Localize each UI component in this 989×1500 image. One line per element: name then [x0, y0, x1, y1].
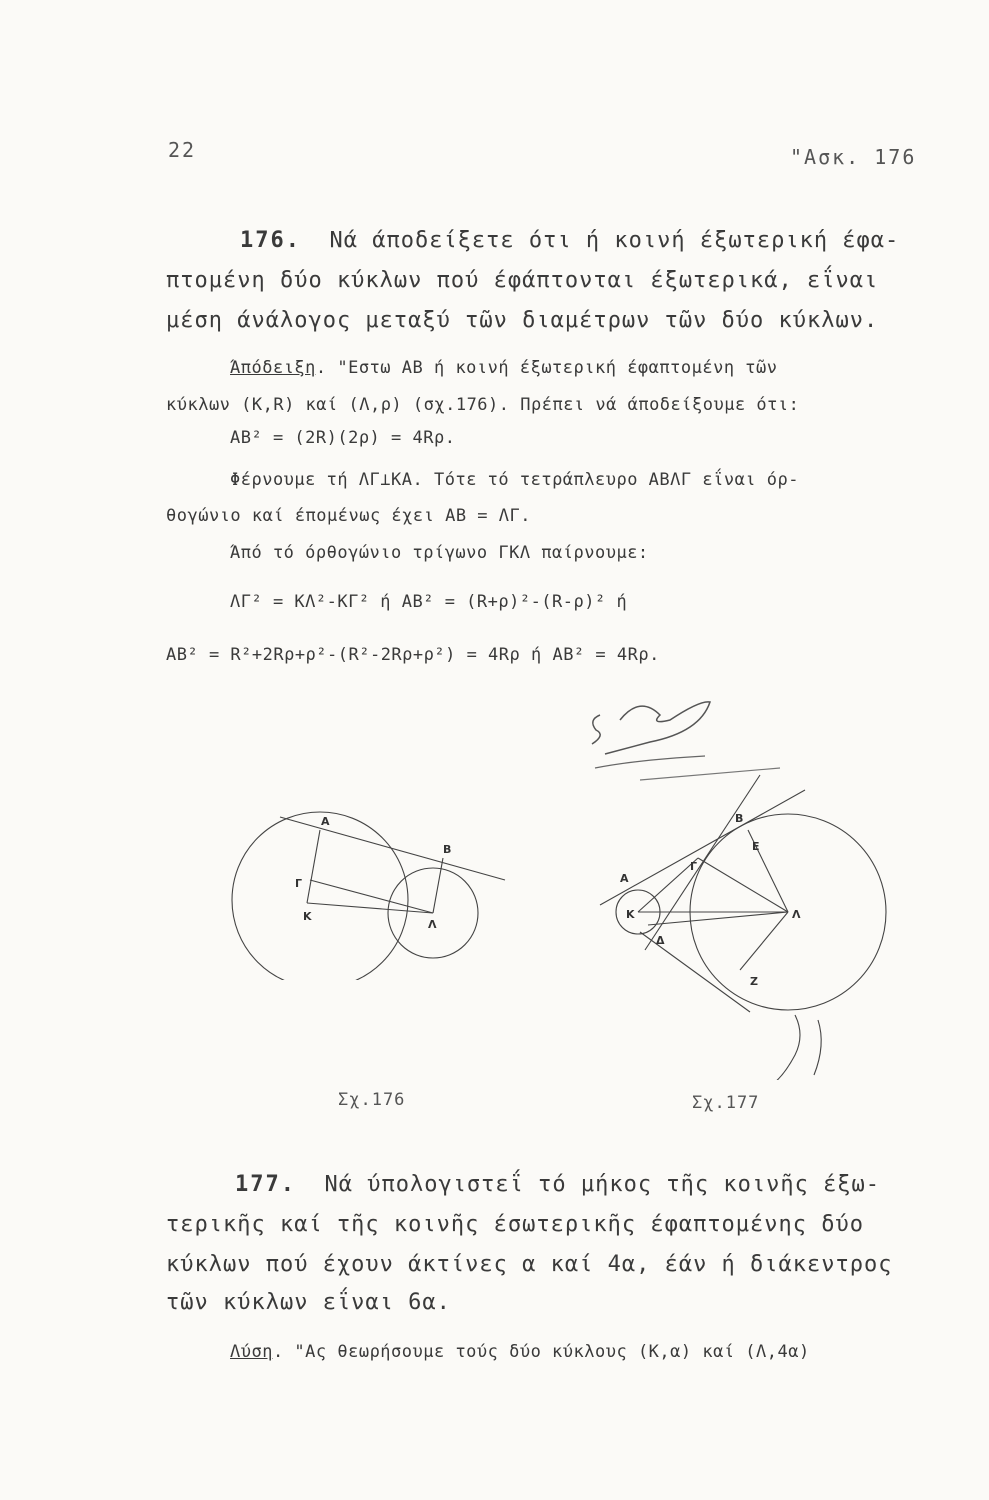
proof-line1-text: . "Εστω ΑΒ ή κοινή έξωτερική έφαπτομένη τῶν	[315, 358, 778, 378]
fig176-radius-LB	[433, 858, 443, 913]
exercise-177-text1: Νά ύπολογιστεΐ τό μήκος τῆς κοινῆς έξω-	[324, 1172, 881, 1197]
fig177-label-Z: Ζ	[750, 975, 758, 988]
proof-line5: θογώνιο καί έπομένως έχει ΑΒ = ΛΓ.	[166, 506, 531, 526]
handwritten-curve-2	[814, 1020, 821, 1075]
fig176-label-K: Κ	[303, 910, 312, 923]
fig176-radius-KA	[307, 830, 320, 903]
exercise-177-line1	[235, 1172, 880, 1197]
fig177-label-G: Γ	[690, 860, 698, 873]
fig177-label-D: Δ	[656, 934, 665, 947]
fig176-label-G: Γ	[295, 877, 303, 890]
running-header: "Ασκ. 176	[790, 145, 917, 169]
solution-line1	[230, 1342, 810, 1362]
fig176-label-A: Α	[321, 815, 330, 828]
exercise-177-line2: τερικῆς καί τῆς κοινῆς έσωτερικῆς έφαπτομένης δύο	[166, 1212, 865, 1237]
proof-line3: ΑΒ² = (2R)(2ρ) = 4Rρ.	[230, 428, 456, 448]
fig177-label-B: Β	[735, 812, 744, 825]
exercise-176-line2: πτομένη δύο κύκλων πού έφάπτονται έξωτερικά, εΐναι	[166, 268, 879, 293]
proof-line4-b: ΚΑ. Τότε τό τετράπλευρο ΑΒΛΓ εΐναι όρ-	[391, 470, 799, 490]
fig176-circle-K	[232, 812, 408, 980]
figure-177	[590, 760, 900, 1080]
figure-176	[225, 800, 525, 980]
equation-2: ΑΒ² = R²+2Rρ+ρ²-(R²-2Rρ+ρ²) = 4Rρ ή ΑΒ² = 4Rρ.	[166, 645, 660, 665]
fig177-radius-LZ	[740, 912, 788, 970]
equation-1: ΛΓ² = ΚΛ²-ΚΓ² ή ΑΒ² = (R+ρ)²-(R-ρ)² ή	[230, 592, 628, 612]
solution-line1-text: . "Ας θεωρήσουμε τούς δύο κύκλους (Κ,α) καί (Λ,4α)	[272, 1342, 810, 1362]
page-number: 22	[168, 138, 197, 162]
handwritten-curve	[765, 1015, 800, 1080]
solution-label: Λύση	[230, 1342, 273, 1362]
proof-line4-a: Φέρνουμε τή ΛΓ	[230, 470, 381, 490]
exercise-177-line3: κύκλων πού έχουν άκτίνες α καί 4α, έάν ή διάκεντρος	[166, 1252, 893, 1277]
exercise-177-line4: τῶν κύκλων εΐναι 6α.	[166, 1290, 451, 1315]
proof-line4	[230, 470, 799, 490]
proof-line6: Άπό τό όρθογώνιο τρίγωνο ΓΚΛ παίρνουμε:	[230, 543, 649, 563]
fig177-label-A: Α	[620, 872, 629, 885]
fig176-label-L: Λ	[428, 918, 437, 931]
fig177-tangent-external	[600, 790, 805, 905]
fig177-label-L: Λ	[792, 908, 801, 921]
fig177-segment-KG	[638, 858, 698, 912]
proof-line1	[230, 358, 778, 378]
proof-label: Άπόδειξη	[230, 358, 316, 378]
perpendicular-symbol: ⊥	[380, 470, 392, 490]
exercise-176-line1	[240, 228, 899, 253]
fig177-label-K: Κ	[626, 908, 635, 921]
fig176-tangent-AB	[280, 817, 505, 880]
fig177-label-E: Ε	[752, 840, 760, 853]
figure-176-caption: Σχ.176	[338, 1090, 406, 1110]
exercise-177-number: 177.	[235, 1172, 296, 1197]
figure-177-caption: Σχ.177	[692, 1093, 760, 1113]
exercise-176-text1: Νά άποδείξετε ότι ή κοινή έξωτερική έφα-	[329, 228, 900, 253]
fig176-label-B: Β	[443, 843, 452, 856]
exercise-176-line3: μέση άνάλογος μεταξύ τῶν διαμέτρων τῶν δύο κύκλων.	[166, 308, 879, 333]
proof-line2: κύκλων (Κ,R) καί (Λ,ρ) (σχ.176). Πρέπει νά άποδείξουμε ότι:	[166, 395, 800, 415]
exercise-176-number: 176.	[240, 228, 301, 253]
